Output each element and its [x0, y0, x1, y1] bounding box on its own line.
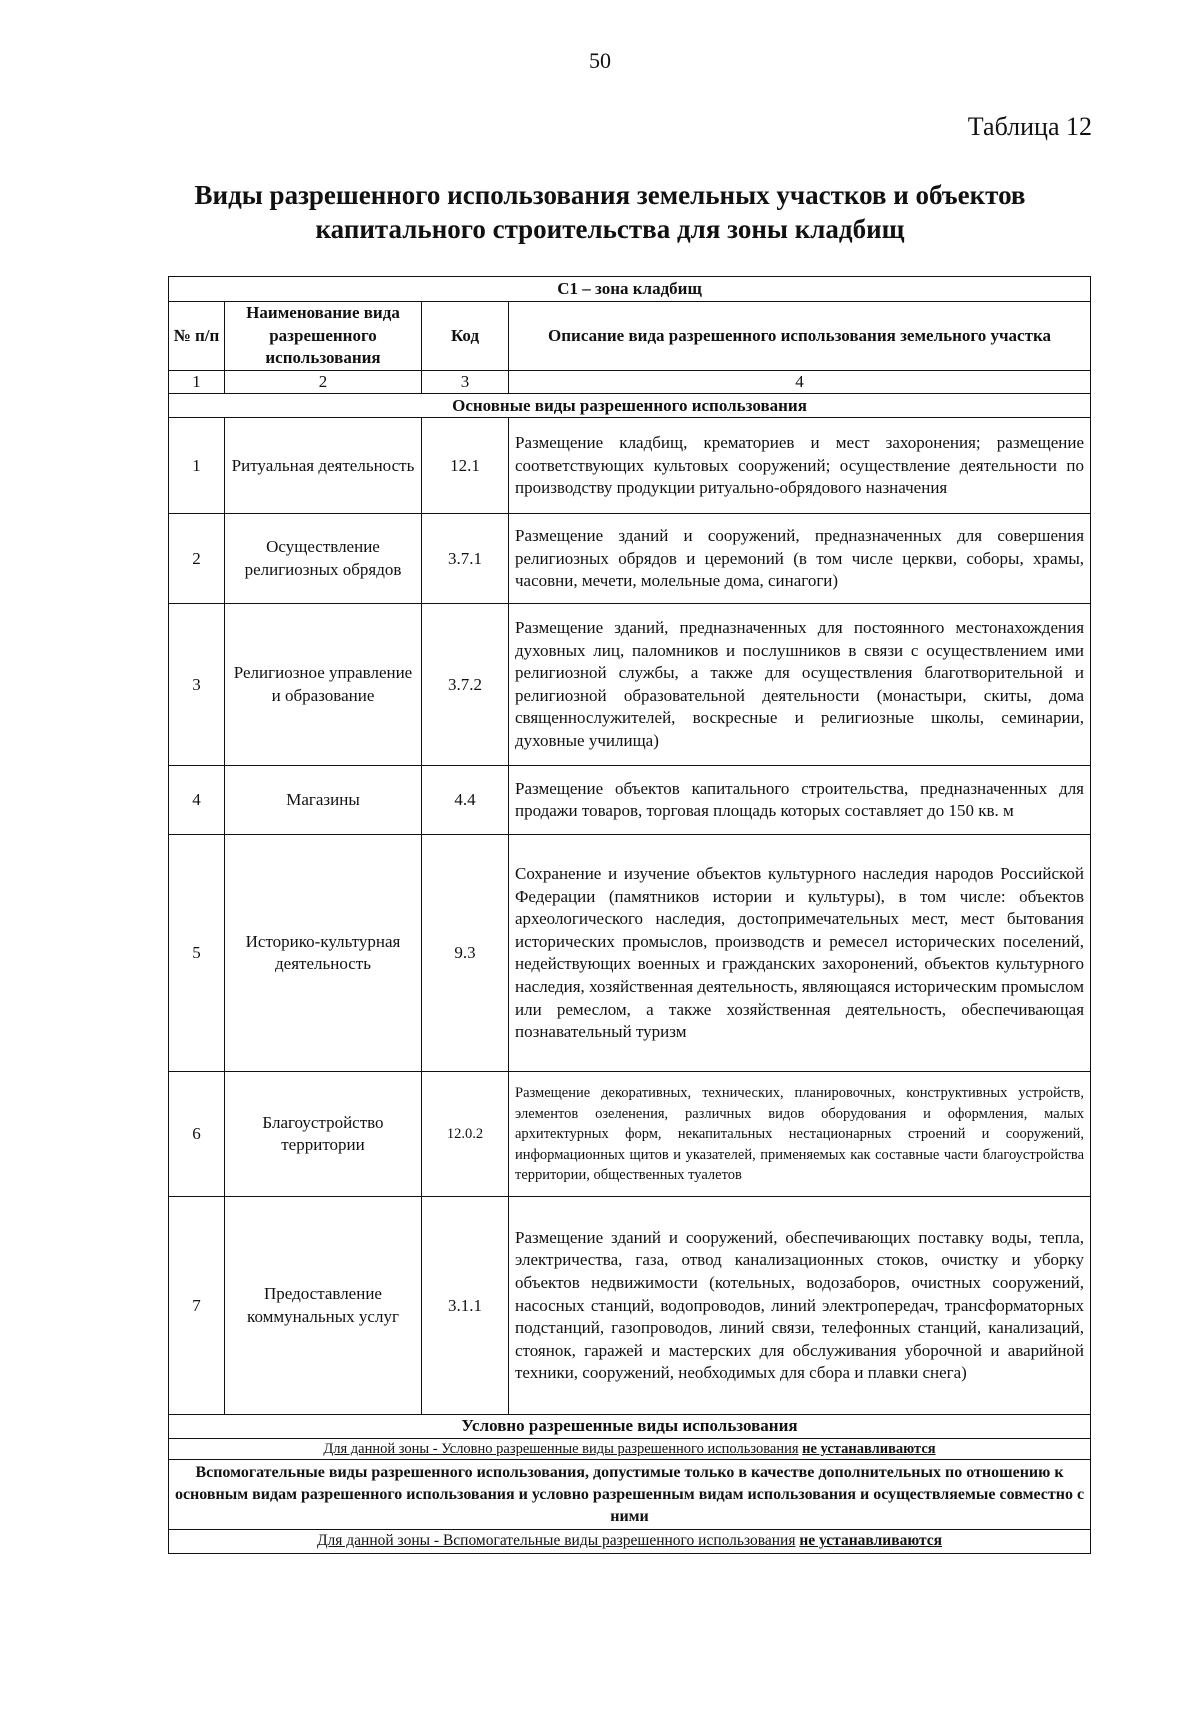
auxiliary-note-prefix: Для данной зоны - Вспомогательные виды разрешенного использования — [316, 1532, 796, 1550]
row-name: Предоставление коммунальных услуг — [225, 1197, 422, 1415]
row-num: 3 — [169, 604, 225, 766]
row-num: 5 — [169, 835, 225, 1072]
table-row — [169, 1197, 1091, 1415]
auxiliary-section-row — [169, 1460, 1091, 1530]
column-number: 2 — [225, 370, 422, 394]
table-caption: Таблица 12 — [967, 112, 1092, 141]
row-num: 7 — [169, 1197, 225, 1415]
row-code: 3.7.2 — [422, 604, 509, 766]
conditional-note-row — [169, 1438, 1091, 1460]
row-description: Размещение зданий, предназначенных для постоянного местонахождения духовных лиц, паломников и послушников в связи с осуществлением ими религиозной службы, а также для осуществления благотворительной и религиозной образовательной деятельности (монастыри, скиты, дома священнослужителей, воскресные и религиозные школы, семинарии, духовные училища) — [509, 604, 1091, 766]
main-section-row — [169, 394, 1091, 418]
header-name: Наименование вида разрешенного использования — [225, 302, 422, 371]
conditional-note-prefix: Для данной зоны - Условно разрешенные виды разрешенного использования — [323, 1440, 799, 1457]
permitted-use-table — [168, 276, 1091, 1554]
row-name: Ритуальная деятельность — [225, 418, 422, 514]
table-row — [169, 514, 1091, 604]
auxiliary-note-row — [169, 1530, 1091, 1554]
row-code: 12.0.2 — [422, 1072, 509, 1197]
table-row — [169, 1072, 1091, 1197]
conditional-section-row — [169, 1415, 1091, 1439]
table-row — [169, 835, 1091, 1072]
row-num: 2 — [169, 514, 225, 604]
document-title-line-2: капитального строительства для зоны кладбищ — [315, 214, 905, 244]
row-num: 1 — [169, 418, 225, 514]
conditional-note — [169, 1438, 1091, 1460]
header-row — [169, 302, 1091, 371]
column-number: 4 — [509, 370, 1091, 394]
row-name: Магазины — [225, 766, 422, 835]
auxiliary-note — [169, 1530, 1091, 1554]
auxiliary-note-suffix: не устанавливаются — [799, 1532, 943, 1550]
table-row — [169, 604, 1091, 766]
header-num: № п/п — [169, 302, 225, 371]
header-code: Код — [422, 302, 509, 371]
page-number: 50 — [589, 48, 611, 73]
header-description: Описание вида разрешенного использования земельного участка — [509, 302, 1091, 371]
auxiliary-section-title: Вспомогательные виды разрешенного использования, допустимые только в качестве дополнительных по отношению к основным видам разрешенного использования и условно разрешенным видам использования и осуществляемые совместно с ними — [169, 1460, 1091, 1530]
column-number: 1 — [169, 370, 225, 394]
document-title-line-1: Виды разрешенного использования земельных участков и объектов — [194, 180, 1026, 210]
row-description: Размещение зданий и сооружений, обеспечивающих поставку воды, тепла, электричества, газа, отвод канализационных стоков, очистку и уборку объектов недвижимости (котельных, водозаборов, очистных сооружений, насосных станций, водопроводов, линий электропередач, трансформаторных подстанций, газопроводов, линий связи, телефонных станций, канализаций, стоянок, гаражей и мастерских для обслуживания уборочной и аварийной техники, сооружений, необходимых для сбора и плавки снега) — [509, 1197, 1091, 1415]
row-code: 3.1.1 — [422, 1197, 509, 1415]
row-name: Историко-культурная деятельность — [225, 835, 422, 1072]
row-code: 9.3 — [422, 835, 509, 1072]
row-code: 3.7.1 — [422, 514, 509, 604]
main-section-title: Основные виды разрешенного использования — [169, 394, 1091, 418]
zone-title-row — [169, 277, 1091, 302]
row-description: Сохранение и изучение объектов культурного наследия народов Российской Федерации (памятников истории и культуры), в том числе: объектов археологического наследия, достопримечательных мест, мест бытования исторических промыслов, производств и ремесел исторических поселений, недействующих военных и гражданских захоронений, объектов культурного наследия, хозяйственная деятельность, являющаяся историческим промыслом или ремеслом, а также хозяйственная деятельность, обеспечивающая познавательный туризм — [509, 835, 1091, 1072]
row-code: 12.1 — [422, 418, 509, 514]
row-description: Размещение объектов капитального строительства, предназначенных для продажи товаров, торговая площадь которых составляет до 150 кв. м — [509, 766, 1091, 835]
row-description: Размещение зданий и сооружений, предназначенных для совершения религиозных обрядов и церемоний (в том числе церкви, соборы, храмы, часовни, мечети, молельные дома, синагоги) — [509, 514, 1091, 604]
zone-title: С1 – зона кладбищ — [169, 277, 1091, 302]
row-description: Размещение кладбищ, крематориев и мест захоронения; размещение соответствующих культовых сооружений; осуществление деятельности по производству продукции ритуально-обрядового назначения — [509, 418, 1091, 514]
document-title — [150, 178, 1070, 246]
column-number-row — [169, 370, 1091, 394]
row-name: Осуществление религиозных обрядов — [225, 514, 422, 604]
row-num: 4 — [169, 766, 225, 835]
conditional-section-title: Условно разрешенные виды использования — [169, 1415, 1091, 1439]
conditional-note-suffix: не устанавливаются — [802, 1440, 936, 1457]
row-code: 4.4 — [422, 766, 509, 835]
row-name: Религиозное управление и образование — [225, 604, 422, 766]
table-row — [169, 418, 1091, 514]
row-num: 6 — [169, 1072, 225, 1197]
table-row — [169, 766, 1091, 835]
row-name: Благоустройство территории — [225, 1072, 422, 1197]
column-number: 3 — [422, 370, 509, 394]
row-description: Размещение декоративных, технических, планировочных, конструктивных устройств, элементов озеленения, различных видов оборудования и оформления, малых архитектурных форм, некапитальных нестационарных строений и сооружений, информационных щитов и указателей, применяемых как составные части благоустройства территории, общественных туалетов — [509, 1072, 1091, 1197]
